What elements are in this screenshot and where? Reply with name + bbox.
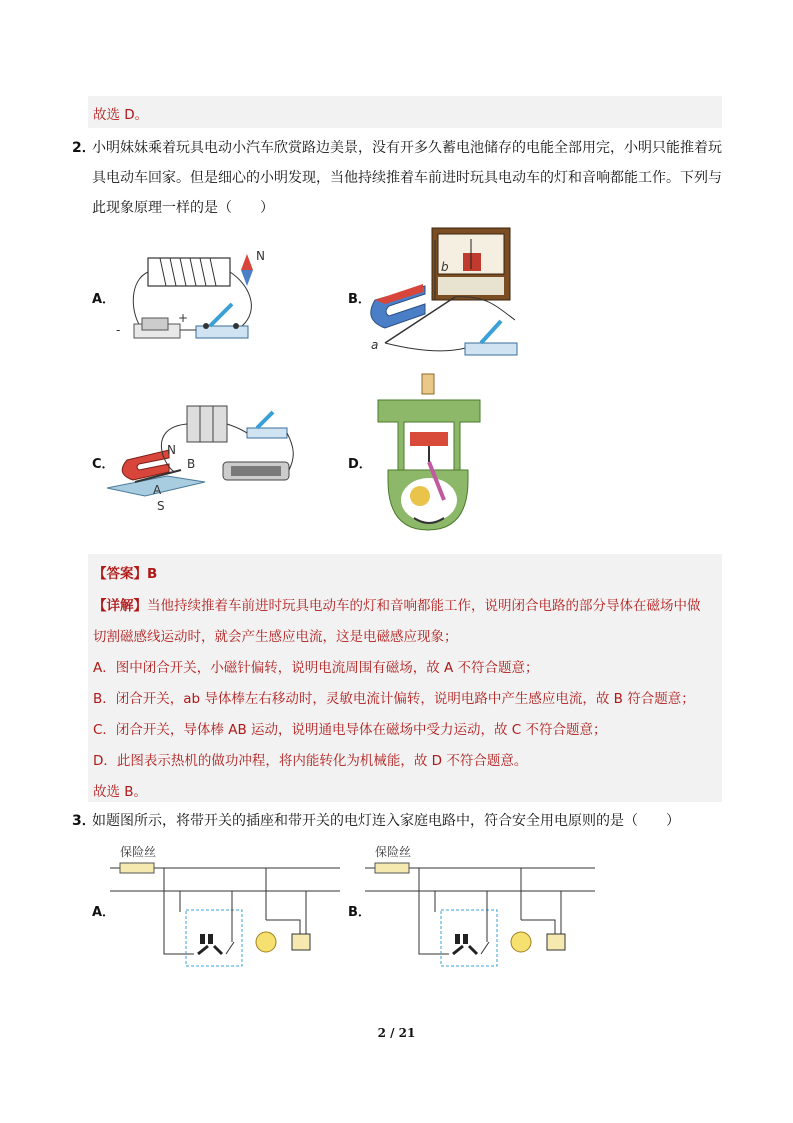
q2-figure-b-induction xyxy=(365,225,525,360)
q2-option-d-label: D． xyxy=(348,457,372,472)
fig-c-b-label: B xyxy=(187,457,196,471)
fuse-label-a: 保险丝 xyxy=(120,845,157,859)
q2-explanation-d: D．此图表示热机的做功冲程，将内能转化为机械能，故 D 不符合题意。 xyxy=(93,753,528,769)
q3-option-b-label: B． xyxy=(348,905,371,920)
q2-final-answer: 故选 B。 xyxy=(93,784,148,800)
detail-tag: 【详解】 xyxy=(93,598,147,614)
q2-line-3: 此现象原理一样的是（ ） xyxy=(92,200,274,216)
q2-explanation-c: C．闭合开关，导体棒 AB 运动，说明通电导体在磁场中受力运动，故 C 不符合题意； xyxy=(93,722,607,738)
prev-final-answer: 故选 D。 xyxy=(93,107,149,123)
q2-explanation-a: A．图中闭合开关，小磁针偏转，说明电流周围有磁场，故 A 不符合题意； xyxy=(93,660,539,676)
svg-text:+: + xyxy=(178,311,189,325)
q3-circuit-b xyxy=(365,842,595,967)
fig-c-n-label: N xyxy=(167,443,176,457)
q2-figure-c-motor xyxy=(105,398,295,518)
fig-c-a-label: A xyxy=(153,483,162,497)
q2-option-c-label: C． xyxy=(92,457,115,472)
q2-figure-a-solenoid xyxy=(110,240,280,350)
q2-figure-d-engine xyxy=(372,372,487,547)
fig-b-b-label: b xyxy=(441,260,449,274)
answer-band-prev xyxy=(88,96,722,128)
q2-number: 2． xyxy=(72,140,96,156)
q3-number: 3． xyxy=(72,813,96,829)
detail-text-1: 当他持续推着车前进时玩具电动车的灯和音响都能工作，说明闭合电路的部分导体在磁场中做 xyxy=(147,598,701,614)
answer-value: B xyxy=(147,566,158,582)
q2-line-2: 具电动车回家。但是细心的小明发现，当他持续推着车前进时玩具电动车的灯和音响都能工作。下列与 xyxy=(92,170,722,186)
fuse-label-b: 保险丝 xyxy=(375,845,412,859)
q2-option-b-label: B． xyxy=(348,292,371,307)
fig-c-s-label: S xyxy=(157,499,165,513)
fig-a-n-label: N xyxy=(256,249,265,263)
q2-explanation-b: B．闭合开关，ab 导体棒左右移动时，灵敏电流计偏转，说明电路中产生感应电流，故 B 符合题意； xyxy=(93,691,695,707)
answer-tag: 【答案】 xyxy=(93,566,147,582)
q2-detail-line-1 xyxy=(93,594,701,614)
q3-option-a-label: A． xyxy=(92,905,116,920)
q2-detail-line-2: 切割磁感线运动时，就会产生感应电流，这是电磁感应现象； xyxy=(93,629,458,645)
q2-line-1: 小明妹妹乘着玩具电动小汽车欣赏路边美景，没有开多久蓄电池储存的电能全部用完，小明只能推着玩 xyxy=(92,140,722,156)
svg-text:-: - xyxy=(116,323,121,337)
q2-option-a-label: A． xyxy=(92,292,116,307)
q2-answer xyxy=(93,562,157,582)
q3-circuit-a xyxy=(110,842,340,967)
page-number: 2 / 21 xyxy=(377,1026,416,1040)
fig-b-a-label: a xyxy=(371,338,379,352)
q3-text: 如题图所示，将带开关的插座和带开关的电灯连入家庭电路中，符合安全用电原则的是（ ） xyxy=(92,813,680,829)
